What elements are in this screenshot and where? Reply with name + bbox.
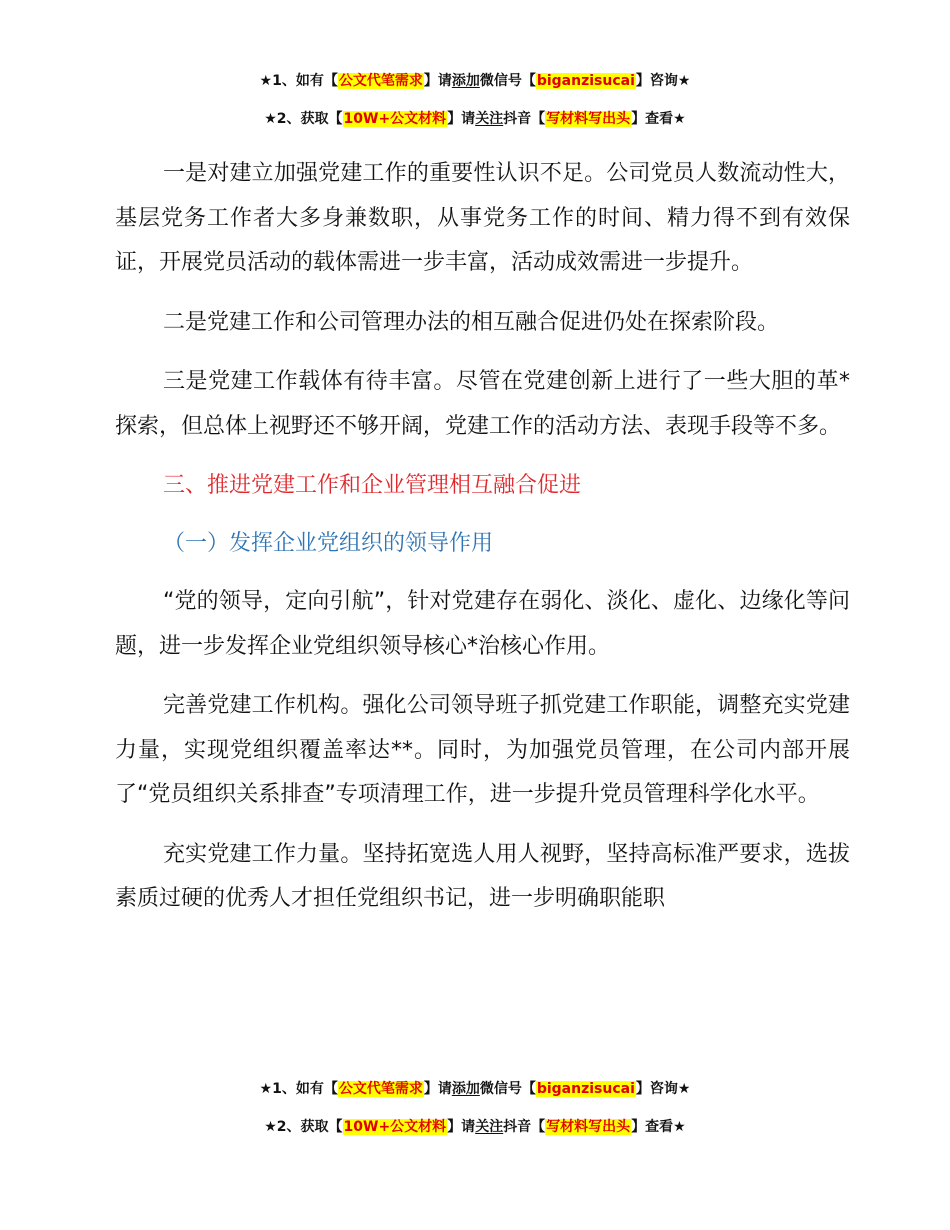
promo-text: ★2、获取【 (264, 111, 343, 127)
promo-highlight: biganzisucai (536, 73, 635, 89)
paragraph-organization: 完善党建工作机构。强化公司领导班子抓党建工作职能，调整充实党建力量，实现党组织覆盖率达**。同时，为加强党员管理，在公司内部开展了“党员组织关系排查”专项清理工作，进一步提升党员管理科学化水平。 (115, 693, 850, 807)
subsection-heading: （一）发挥企业党组织的领导作用 (163, 531, 494, 556)
promo-text: 】请 (423, 73, 452, 89)
promo-text: 】请 (447, 1119, 476, 1135)
paragraph-problem-1: 一是对建立加强党建工作的重要性认识不足。公司党员人数流动性大，基层党务工作者大多身兼数职，从事党务工作的时间、精力得不到有效保证，开展党员活动的载体需进一步丰富，活动成效需进一步提升。 (115, 161, 850, 275)
promo-text: 】咨询★ (635, 1081, 691, 1097)
promo-highlight: 公文代笔需求 (338, 1081, 423, 1097)
promo-text: 】请 (447, 111, 476, 127)
promo-highlight: 写材料写出头 (546, 1119, 631, 1135)
promo-line-2 (0, 108, 950, 128)
promo-text: 微信号【 (479, 1081, 536, 1097)
promo-text: 抖音【 (503, 1119, 546, 1135)
document-body (115, 152, 850, 937)
section-heading: 三、推进党建工作和企业管理相互融合促进 (163, 473, 582, 498)
paragraph-staffing: 充实党建工作力量。坚持拓宽选人用人视野，坚持高标准严要求，选拔素质过硬的优秀人才担任党组织书记，进一步明确职能职 (115, 841, 850, 911)
promo-underline: 关注 (475, 111, 504, 127)
promo-highlight: biganzisucai (536, 1081, 635, 1097)
paragraph-problem-2: 二是党建工作和公司管理办法的相互融合促进仍处在探索阶段。 (163, 309, 780, 335)
paragraph-leadership: “党的领导，定向引航”，针对党建存在弱化、淡化、虚化、边缘化等问题，进一步发挥企业党组织领导核心*治核心作用。 (115, 589, 850, 659)
promo-text: 微信号【 (479, 73, 536, 89)
promo-text: ★2、获取【 (264, 1119, 343, 1135)
promo-highlight: 写材料写出头 (546, 111, 631, 127)
promo-text: ★1、如有【 (259, 73, 338, 89)
promo-text: 】请 (423, 1081, 452, 1097)
footer-promo-line-1 (0, 1078, 950, 1098)
promo-highlight: 公文代笔需求 (338, 73, 423, 89)
promo-highlight: 10W+公文材料 (343, 1119, 447, 1135)
promo-highlight: 10W+公文材料 (343, 111, 447, 127)
footer-promo-line-2 (0, 1116, 950, 1136)
promo-line-1 (0, 70, 950, 90)
promo-text: 】咨询★ (635, 73, 691, 89)
promo-underline: 添加 (451, 1081, 480, 1097)
promo-underline: 添加 (451, 73, 480, 89)
promo-text: ★1、如有【 (259, 1081, 338, 1097)
promo-underline: 关注 (475, 1119, 504, 1135)
promo-text: 】查看★ (631, 1119, 686, 1135)
paragraph-problem-3: 三是党建工作载体有待丰富。尽管在党建创新上进行了一些大胆的革*探索，但总体上视野还不够开阔，党建工作的活动方法、表现手段等不多。 (115, 369, 850, 439)
promo-text: 】查看★ (631, 111, 686, 127)
promo-text: 抖音【 (503, 111, 546, 127)
